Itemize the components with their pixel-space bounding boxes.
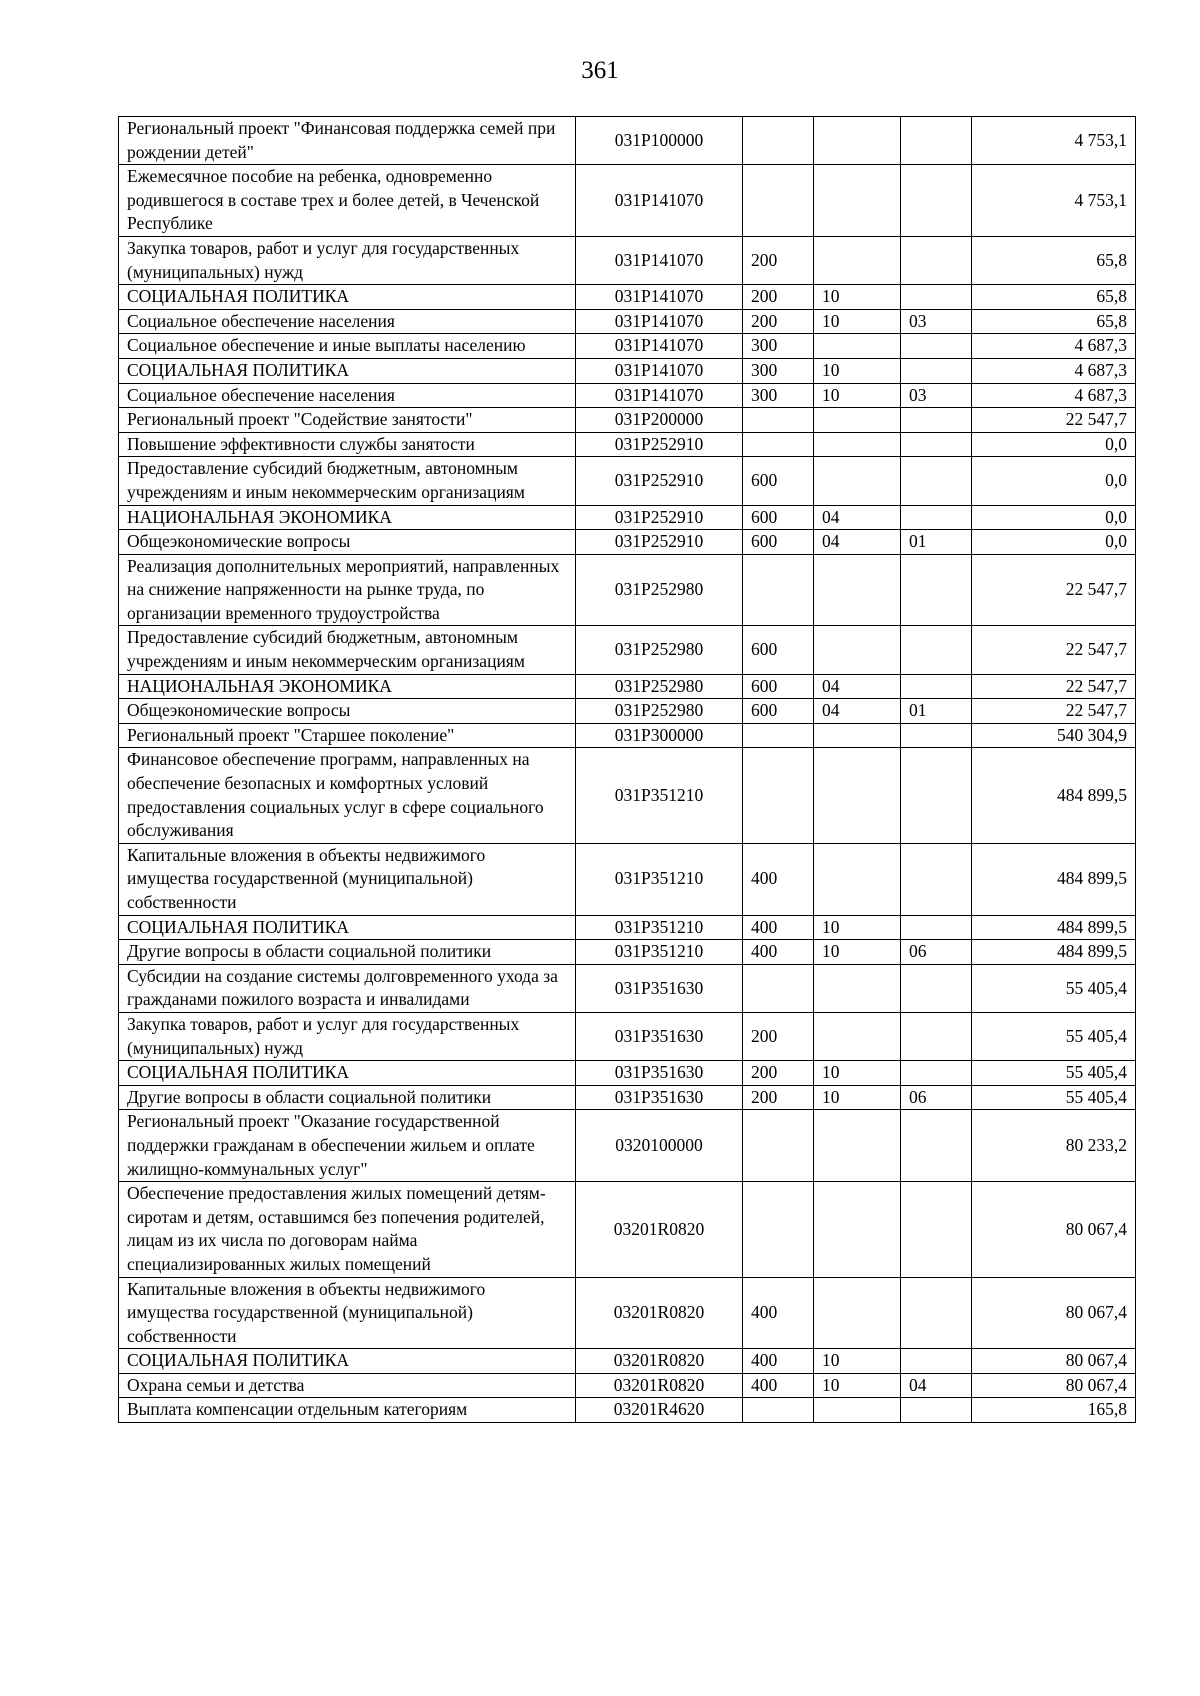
cell-target-code: 031P252910 (576, 432, 743, 457)
table-row (119, 408, 1136, 433)
cell-section (814, 457, 901, 505)
cell-item-name: Повышение эффективности службы занятости (119, 432, 576, 457)
cell-section (814, 748, 901, 843)
cell-amount: 540 304,9 (972, 723, 1136, 748)
cell-section (814, 236, 901, 284)
cell-subsection (901, 1110, 972, 1182)
cell-amount: 22 547,7 (972, 408, 1136, 433)
cell-target-code: 031P351630 (576, 1085, 743, 1110)
table-row (119, 383, 1136, 408)
cell-expense-type: 400 (743, 843, 814, 915)
cell-amount: 4 753,1 (972, 165, 1136, 237)
cell-target-code: 031P141070 (576, 358, 743, 383)
cell-target-code: 031P141070 (576, 334, 743, 359)
table-row (119, 626, 1136, 674)
cell-expense-type: 200 (743, 309, 814, 334)
cell-expense-type: 300 (743, 334, 814, 359)
cell-item-name: Выплата компенсации отдельным категориям (119, 1398, 576, 1423)
cell-section: 10 (814, 940, 901, 965)
cell-section: 10 (814, 915, 901, 940)
table-row (119, 674, 1136, 699)
cell-subsection (901, 457, 972, 505)
cell-expense-type: 600 (743, 457, 814, 505)
cell-item-name: НАЦИОНАЛЬНАЯ ЭКОНОМИКА (119, 674, 576, 699)
cell-section: 04 (814, 505, 901, 530)
cell-subsection (901, 358, 972, 383)
cell-subsection (901, 723, 972, 748)
cell-subsection: 01 (901, 530, 972, 555)
cell-target-code: 03201R0820 (576, 1182, 743, 1277)
table-row (119, 1182, 1136, 1277)
cell-subsection (901, 1182, 972, 1277)
cell-item-name: Охрана семьи и детства (119, 1373, 576, 1398)
cell-expense-type (743, 554, 814, 626)
cell-item-name: Общеэкономические вопросы (119, 699, 576, 724)
table-row (119, 309, 1136, 334)
table-row (119, 236, 1136, 284)
cell-subsection (901, 1012, 972, 1060)
cell-subsection (901, 334, 972, 359)
cell-item-name: Другие вопросы в области социальной политики (119, 1085, 576, 1110)
cell-amount: 80 067,4 (972, 1277, 1136, 1349)
cell-target-code: 031P252910 (576, 505, 743, 530)
cell-expense-type (743, 432, 814, 457)
cell-subsection: 03 (901, 383, 972, 408)
table-row (119, 723, 1136, 748)
table-row (119, 1012, 1136, 1060)
cell-amount: 0,0 (972, 457, 1136, 505)
cell-target-code: 031P300000 (576, 723, 743, 748)
cell-expense-type: 200 (743, 1061, 814, 1086)
cell-item-name: НАЦИОНАЛЬНАЯ ЭКОНОМИКА (119, 505, 576, 530)
table-row (119, 457, 1136, 505)
cell-subsection (901, 626, 972, 674)
cell-expense-type: 600 (743, 626, 814, 674)
cell-subsection: 01 (901, 699, 972, 724)
cell-target-code: 031P141070 (576, 285, 743, 310)
cell-amount: 65,8 (972, 285, 1136, 310)
cell-section (814, 1398, 901, 1423)
cell-target-code: 031P252980 (576, 674, 743, 699)
cell-amount: 22 547,7 (972, 674, 1136, 699)
cell-subsection (901, 843, 972, 915)
cell-target-code: 031P351210 (576, 940, 743, 965)
cell-amount: 55 405,4 (972, 1085, 1136, 1110)
cell-amount: 55 405,4 (972, 1061, 1136, 1086)
cell-amount: 80 233,2 (972, 1110, 1136, 1182)
table-row (119, 432, 1136, 457)
cell-expense-type (743, 748, 814, 843)
cell-amount: 484 899,5 (972, 748, 1136, 843)
cell-section: 10 (814, 1061, 901, 1086)
cell-target-code: 031P351210 (576, 843, 743, 915)
cell-section (814, 723, 901, 748)
cell-amount: 80 067,4 (972, 1349, 1136, 1374)
table-row (119, 165, 1136, 237)
table-row (119, 843, 1136, 915)
cell-section (814, 165, 901, 237)
cell-subsection (901, 408, 972, 433)
cell-target-code: 031P351210 (576, 915, 743, 940)
cell-subsection (901, 432, 972, 457)
cell-section: 10 (814, 285, 901, 310)
cell-expense-type: 600 (743, 505, 814, 530)
table-row (119, 940, 1136, 965)
cell-item-name: Региональный проект "Финансовая поддержка семей при рождении детей" (119, 117, 576, 165)
cell-item-name: Обеспечение предоставления жилых помещений детям-сиротам и детям, оставшимся без попечения родителей, лицам из их числа по договорам найма специализированных жилых помещений (119, 1182, 576, 1277)
cell-subsection (901, 748, 972, 843)
cell-subsection (901, 285, 972, 310)
cell-amount: 165,8 (972, 1398, 1136, 1423)
cell-amount: 0,0 (972, 432, 1136, 457)
cell-item-name: Капитальные вложения в объекты недвижимого имущества государственной (муниципальной) собственности (119, 1277, 576, 1349)
cell-target-code: 031P252910 (576, 530, 743, 555)
table-row (119, 1085, 1136, 1110)
table-row (119, 530, 1136, 555)
table-row (119, 699, 1136, 724)
cell-item-name: Региональный проект "Содействие занятости" (119, 408, 576, 433)
cell-amount: 4 753,1 (972, 117, 1136, 165)
cell-section (814, 1182, 901, 1277)
cell-amount: 22 547,7 (972, 626, 1136, 674)
cell-target-code: 031P200000 (576, 408, 743, 433)
budget-table (118, 116, 1136, 1423)
cell-subsection (901, 1398, 972, 1423)
cell-expense-type: 600 (743, 530, 814, 555)
cell-expense-type: 600 (743, 699, 814, 724)
cell-subsection (901, 236, 972, 284)
cell-section: 10 (814, 1373, 901, 1398)
cell-item-name: Предоставление субсидий бюджетным, автономным учреждениям и иным некоммерческим организациям (119, 457, 576, 505)
cell-amount: 22 547,7 (972, 699, 1136, 724)
cell-target-code: 031P141070 (576, 309, 743, 334)
cell-item-name: Социальное обеспечение населения (119, 383, 576, 408)
cell-target-code: 031P141070 (576, 236, 743, 284)
cell-section (814, 843, 901, 915)
cell-amount: 55 405,4 (972, 964, 1136, 1012)
table-row (119, 1398, 1136, 1423)
cell-target-code: 031P351630 (576, 1012, 743, 1060)
cell-section: 04 (814, 674, 901, 699)
cell-section: 10 (814, 309, 901, 334)
cell-section (814, 1110, 901, 1182)
table-row (119, 117, 1136, 165)
cell-expense-type: 400 (743, 915, 814, 940)
table-row (119, 964, 1136, 1012)
cell-item-name: Другие вопросы в области социальной политики (119, 940, 576, 965)
cell-expense-type: 200 (743, 236, 814, 284)
cell-amount: 55 405,4 (972, 1012, 1136, 1060)
cell-amount: 22 547,7 (972, 554, 1136, 626)
cell-subsection (901, 915, 972, 940)
cell-section (814, 408, 901, 433)
cell-subsection (901, 165, 972, 237)
cell-section: 10 (814, 358, 901, 383)
cell-expense-type: 400 (743, 940, 814, 965)
cell-expense-type: 300 (743, 358, 814, 383)
cell-item-name: Социальное обеспечение и иные выплаты населению (119, 334, 576, 359)
cell-section (814, 1277, 901, 1349)
cell-amount: 4 687,3 (972, 334, 1136, 359)
cell-target-code: 031P351210 (576, 748, 743, 843)
cell-expense-type: 400 (743, 1373, 814, 1398)
cell-section (814, 964, 901, 1012)
cell-section (814, 554, 901, 626)
cell-item-name: СОЦИАЛЬНАЯ ПОЛИТИКА (119, 1061, 576, 1086)
cell-section: 04 (814, 530, 901, 555)
cell-amount: 80 067,4 (972, 1182, 1136, 1277)
cell-target-code: 03201R4620 (576, 1398, 743, 1423)
cell-section (814, 432, 901, 457)
cell-amount: 0,0 (972, 505, 1136, 530)
table-row (119, 334, 1136, 359)
cell-amount: 4 687,3 (972, 358, 1136, 383)
page-number: 361 (581, 57, 619, 84)
cell-amount: 0,0 (972, 530, 1136, 555)
cell-item-name: СОЦИАЛЬНАЯ ПОЛИТИКА (119, 358, 576, 383)
cell-expense-type: 400 (743, 1349, 814, 1374)
cell-item-name: Социальное обеспечение населения (119, 309, 576, 334)
cell-target-code: 03201R0820 (576, 1349, 743, 1374)
budget-table-body (119, 117, 1136, 1423)
cell-expense-type: 300 (743, 383, 814, 408)
table-row (119, 1349, 1136, 1374)
cell-section (814, 626, 901, 674)
cell-target-code: 031P252980 (576, 626, 743, 674)
cell-target-code: 03201R0820 (576, 1277, 743, 1349)
cell-item-name: Общеэкономические вопросы (119, 530, 576, 555)
cell-subsection: 03 (901, 309, 972, 334)
cell-target-code: 031P351630 (576, 1061, 743, 1086)
cell-section: 10 (814, 1349, 901, 1374)
cell-amount: 65,8 (972, 236, 1136, 284)
cell-expense-type: 600 (743, 674, 814, 699)
cell-subsection (901, 674, 972, 699)
cell-item-name: Реализация дополнительных мероприятий, направленных на снижение напряженности на рынке труда, по организации временного трудоустройства (119, 554, 576, 626)
cell-target-code: 031P252980 (576, 554, 743, 626)
cell-target-code: 031P100000 (576, 117, 743, 165)
cell-expense-type: 200 (743, 1085, 814, 1110)
cell-amount: 65,8 (972, 309, 1136, 334)
cell-expense-type (743, 1110, 814, 1182)
table-row (119, 358, 1136, 383)
cell-expense-type: 200 (743, 1012, 814, 1060)
cell-item-name: Предоставление субсидий бюджетным, автономным учреждениям и иным некоммерческим организациям (119, 626, 576, 674)
table-row (119, 1110, 1136, 1182)
cell-expense-type (743, 964, 814, 1012)
cell-subsection (901, 1277, 972, 1349)
cell-target-code: 031P252980 (576, 699, 743, 724)
cell-item-name: Региональный проект "Оказание государственной поддержки гражданам в обеспечении жильем и оплате жилищно-коммунальных услуг" (119, 1110, 576, 1182)
table-row (119, 285, 1136, 310)
cell-item-name: СОЦИАЛЬНАЯ ПОЛИТИКА (119, 915, 576, 940)
cell-amount: 484 899,5 (972, 843, 1136, 915)
cell-subsection: 06 (901, 1085, 972, 1110)
cell-amount: 80 067,4 (972, 1373, 1136, 1398)
cell-section (814, 117, 901, 165)
cell-item-name: Региональный проект "Старшее поколение" (119, 723, 576, 748)
cell-item-name: СОЦИАЛЬНАЯ ПОЛИТИКА (119, 1349, 576, 1374)
cell-subsection (901, 1349, 972, 1374)
cell-target-code: 031P141070 (576, 383, 743, 408)
cell-expense-type: 400 (743, 1277, 814, 1349)
cell-section (814, 334, 901, 359)
cell-subsection (901, 505, 972, 530)
table-row (119, 554, 1136, 626)
table-row (119, 505, 1136, 530)
cell-item-name: Закупка товаров, работ и услуг для государственных (муниципальных) нужд (119, 1012, 576, 1060)
cell-expense-type (743, 1398, 814, 1423)
cell-target-code: 031P252910 (576, 457, 743, 505)
cell-section: 10 (814, 1085, 901, 1110)
cell-target-code: 031P351630 (576, 964, 743, 1012)
cell-subsection (901, 1061, 972, 1086)
table-row (119, 748, 1136, 843)
table-row (119, 1277, 1136, 1349)
cell-section: 04 (814, 699, 901, 724)
cell-subsection: 04 (901, 1373, 972, 1398)
table-row (119, 915, 1136, 940)
cell-expense-type (743, 408, 814, 433)
cell-subsection (901, 117, 972, 165)
cell-amount: 484 899,5 (972, 915, 1136, 940)
cell-expense-type (743, 117, 814, 165)
cell-amount: 484 899,5 (972, 940, 1136, 965)
cell-item-name: СОЦИАЛЬНАЯ ПОЛИТИКА (119, 285, 576, 310)
table-row (119, 1373, 1136, 1398)
cell-item-name: Субсидии на создание системы долговременного ухода за гражданами пожилого возраста и инвалидами (119, 964, 576, 1012)
cell-target-code: 03201R0820 (576, 1373, 743, 1398)
cell-expense-type (743, 1182, 814, 1277)
cell-subsection (901, 964, 972, 1012)
cell-section (814, 1012, 901, 1060)
cell-item-name: Закупка товаров, работ и услуг для государственных (муниципальных) нужд (119, 236, 576, 284)
cell-item-name: Финансовое обеспечение программ, направленных на обеспечение безопасных и комфортных условий предоставления социальных услуг в сфере социального обслуживания (119, 748, 576, 843)
cell-subsection: 06 (901, 940, 972, 965)
cell-subsection (901, 554, 972, 626)
cell-section: 10 (814, 383, 901, 408)
table-row (119, 1061, 1136, 1086)
cell-expense-type (743, 165, 814, 237)
cell-amount: 4 687,3 (972, 383, 1136, 408)
cell-expense-type (743, 723, 814, 748)
cell-target-code: 031P141070 (576, 165, 743, 237)
cell-item-name: Капитальные вложения в объекты недвижимого имущества государственной (муниципальной) собственности (119, 843, 576, 915)
cell-expense-type: 200 (743, 285, 814, 310)
cell-target-code: 0320100000 (576, 1110, 743, 1182)
cell-item-name: Ежемесячное пособие на ребенка, одновременно родившегося в составе трех и более детей, в Чеченской Республике (119, 165, 576, 237)
